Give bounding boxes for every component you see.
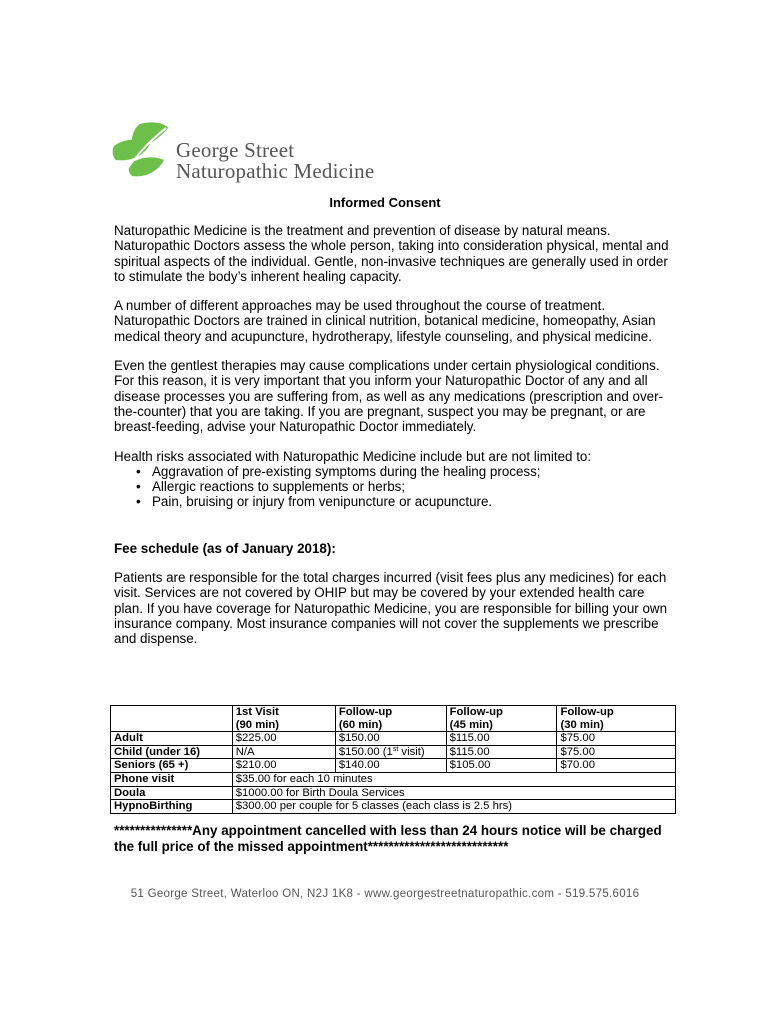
table-cell: $115.00	[446, 732, 557, 746]
row-label: Adult	[111, 732, 233, 746]
fee-table-header-row	[111, 706, 676, 732]
row-label: HypnoBirthing	[111, 800, 233, 814]
table-cell: $115.00	[446, 745, 557, 759]
table-cell: $140.00	[335, 759, 446, 773]
row-label: Child (under 16)	[111, 745, 233, 759]
cancellation-notice	[114, 823, 674, 855]
header-cell: Follow-up (60 min)	[335, 706, 446, 732]
document-body	[114, 223, 674, 661]
risk-item: • Allergic reactions to supplements or herbs;	[136, 479, 674, 494]
header-cell: 1st Visit (90 min)	[232, 706, 335, 732]
leaf-icon	[110, 120, 174, 182]
table-cell: $210.00	[232, 759, 335, 773]
document-title: Informed Consent	[329, 195, 441, 210]
table-cell: $150.00 (1st visit)	[335, 745, 446, 759]
header-cell: Follow-up (30 min)	[557, 706, 676, 732]
table-row	[111, 786, 676, 800]
risk-item: • Pain, bruising or injury from venipuncture or acupuncture.	[136, 494, 674, 509]
notice-stars-after: ***************************	[367, 839, 509, 854]
footer-address: 51 George Street, Waterloo ON, N2J 1K8 - www.georgestreetnaturopathic.com - 519.575.6016	[130, 888, 640, 900]
header-cell: Follow-up (45 min)	[446, 706, 557, 732]
table-row	[111, 800, 676, 814]
row-label: Seniors (65 +)	[111, 759, 233, 773]
logo-line-1: George Street	[176, 138, 295, 162]
table-cell: $35.00 for each 10 minutes	[232, 772, 675, 786]
table-cell: $150.00	[335, 732, 446, 746]
table-cell: $75.00	[557, 732, 676, 746]
table-cell: $75.00	[557, 745, 676, 759]
table-cell: $225.00	[232, 732, 335, 746]
table-cell: $105.00	[446, 759, 557, 773]
fee-table	[110, 705, 676, 814]
paragraph-fees: Patients are responsible for the total charges incurred (visit fees plus any medicines) for each visit. Services are not covered by OHIP but may be covered by your extended health care plan. If you have coverage for Naturopathic Medicine, you are responsible for billing your own insurance company. Most insurance companies will not cover the supplements we prescribe and dispense.	[114, 570, 668, 647]
table-row	[111, 772, 676, 786]
table-cell: $300.00 per couple for 5 classes (each class is 2.5 hrs)	[232, 800, 675, 814]
notice-stars-before: ***************	[114, 823, 193, 838]
row-label: Doula	[111, 786, 233, 800]
fee-schedule-heading: Fee schedule (as of January 2018):	[114, 540, 336, 556]
paragraph-intro: Naturopathic Medicine is the treatment and prevention of disease by natural means. Naturopathic Doctors assess the whole person, taking into consideration physical, mental and spiritual aspects of the individual. Gentle, non-invasive techniques are generally used in order to stimulate the body’s inherent healing capacity.	[114, 223, 669, 284]
table-row	[111, 732, 676, 746]
table-row	[111, 759, 676, 773]
row-label: Phone visit	[111, 772, 233, 786]
paragraph-health-risks: Health risks associated with Naturopathic Medicine include but are not limited to:	[114, 448, 592, 464]
table-row	[111, 745, 676, 759]
paragraph-approaches: A number of different approaches may be used throughout the course of treatment. Naturopathic Doctors are trained in clinical nutrition, botanical medicine, homeopathy, Asian medical theory and acupuncture, hydrotherapy, lifestyle counseling, and physical medicine.	[114, 298, 656, 344]
logo	[110, 120, 430, 182]
notice-text: Any appointment cancelled with less than 24 hours notice will be charged the full price of the missed appointment	[114, 823, 662, 854]
risk-list	[114, 464, 674, 510]
table-cell: $1000.00 for Birth Doula Services	[232, 786, 675, 800]
risk-item: • Aggravation of pre-existing symptoms during the healing process;	[136, 464, 674, 479]
logo-line-2: Naturopathic Medicine	[176, 159, 375, 183]
header-empty-cell	[111, 706, 233, 732]
table-cell: $70.00	[557, 759, 676, 773]
table-cell: N/A	[232, 745, 335, 759]
paragraph-complications: Even the gentlest therapies may cause complications under certain physiological conditions. For this reason, it is very important that you inform your Naturopathic Doctor of any and all disease processes you are suffering from, as well as any medications (prescription and over-the-counter) that you are taking. If you are pregnant, suspect you may be pregnant, or are breast-feeding, advise your Naturopathic Doctor immediately.	[114, 358, 664, 435]
